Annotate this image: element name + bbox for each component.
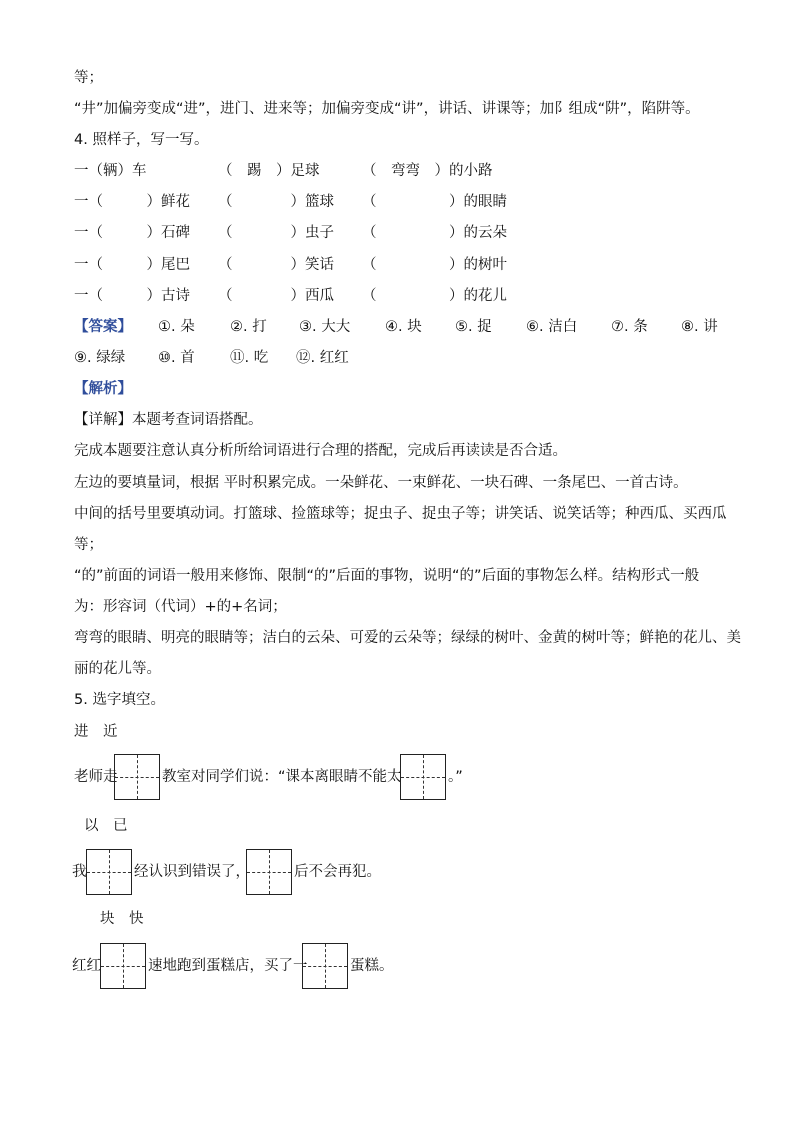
q4-cell: （ ）的树叶	[362, 257, 507, 273]
sentence-text: 速地跑到蛋糕店，买了一	[148, 958, 308, 974]
q4-cell: （ ）西瓜	[218, 288, 334, 304]
q4-cell: （ ）笑话	[218, 257, 334, 273]
answer-item: ④. 块	[385, 319, 422, 335]
q4-cell: （ 弯弯 ）的小路	[362, 163, 493, 179]
answer-item: ⑦. 条	[611, 319, 648, 335]
question-4-title: 4. 照样子，写一写。	[74, 132, 209, 148]
answer-item: ⑩. 首	[158, 350, 195, 366]
sentence-text: 蛋糕。	[350, 958, 394, 974]
tianzige-box[interactable]	[400, 754, 446, 800]
analysis-line: 左边的要填量词，根据 平时积累完成。一朵鲜花、一束鲜花、一块石碑、一条尾巴、一首古诗。	[74, 475, 688, 491]
answer-item: ①. 朵	[158, 319, 195, 335]
analysis-line: 等；	[74, 537, 103, 553]
sentence-text: 红红	[72, 958, 101, 974]
answer-item: ⑧. 讲	[681, 319, 718, 335]
answer-item: ⑨. 绿绿	[74, 350, 126, 366]
q4-cell: （ ）的花儿	[362, 288, 507, 304]
q4-cell: （ ）的眼睛	[362, 194, 507, 210]
sentence-text: 老师走	[74, 769, 118, 785]
q4-cell: 一（ ）古诗	[74, 288, 190, 304]
text-line: “井”加偏旁变成“进”，进门、进来等；加偏旁变成“讲”，讲话、讲课等；加阝组成“阱”，陷阱等。	[74, 101, 700, 117]
analysis-line: “的”前面的词语一般用来修饰、限制“的”后面的事物，说明“的”后面的事物怎么样。结构形式一般	[74, 568, 700, 584]
sentence-text: 我	[72, 864, 87, 880]
analysis-line: 为：形容词（代词）+的+名词；	[74, 599, 287, 615]
sentence-text: 教室对同学们说：“课本离眼睛不能太	[162, 769, 402, 785]
tianzige-box[interactable]	[114, 754, 160, 800]
answer-item: ②. 打	[230, 319, 267, 335]
answer-item: ③. 大大	[299, 319, 351, 335]
q4-cell: 一（ ）尾巴	[74, 257, 190, 273]
analysis-line: 弯弯的眼睛、明亮的眼睛等；洁白的云朵、可爱的云朵等；绿绿的树叶、金黄的树叶等；鲜艳的花儿、美	[74, 630, 741, 646]
tianzige-box[interactable]	[302, 943, 348, 989]
question-5-title: 5. 选字填空。	[74, 692, 165, 708]
answer-label: 【答案】	[74, 319, 132, 335]
analysis-line: 丽的花儿等。	[74, 661, 161, 677]
char-options: 进 近	[74, 724, 118, 740]
q4-cell: （ 踢 ）足球	[218, 163, 320, 179]
q4-cell: 一（辆）车	[74, 163, 147, 179]
q4-cell: （ ）的云朵	[362, 225, 507, 241]
q4-cell: 一（ ）石碑	[74, 225, 190, 241]
answer-item: ⑪. 吃	[230, 350, 269, 366]
answer-item: ⑥. 洁白	[526, 319, 578, 335]
tianzige-box[interactable]	[246, 849, 292, 895]
tianzige-box[interactable]	[100, 943, 146, 989]
char-options: 块 快	[100, 911, 144, 927]
sentence-text: 后不会再犯。	[294, 864, 381, 880]
char-options: 以 已	[84, 818, 128, 834]
answer-item: ⑫. 红红	[296, 350, 349, 366]
q4-cell: （ ）虫子	[218, 225, 334, 241]
sentence-text: 经认识到错误了，	[134, 864, 250, 880]
text-line: 等；	[74, 70, 103, 86]
tianzige-box[interactable]	[86, 849, 132, 895]
analysis-label: 【解析】	[74, 381, 132, 397]
q4-cell: （ ）篮球	[218, 194, 334, 210]
analysis-line: 完成本题要注意认真分析所给词语进行合理的搭配，完成后再读读是否合适。	[74, 443, 567, 459]
analysis-line: 中间的括号里要填动词。打篮球、捡篮球等；捉虫子、捉虫子等；讲笑话、说笑话等；种西瓜、买西瓜	[74, 506, 727, 522]
sentence-text: 。”	[448, 769, 463, 785]
analysis-line: 【详解】本题考查词语搭配。	[74, 412, 263, 428]
q4-cell: 一（ ）鲜花	[74, 194, 190, 210]
answer-item: ⑤. 捉	[455, 319, 492, 335]
